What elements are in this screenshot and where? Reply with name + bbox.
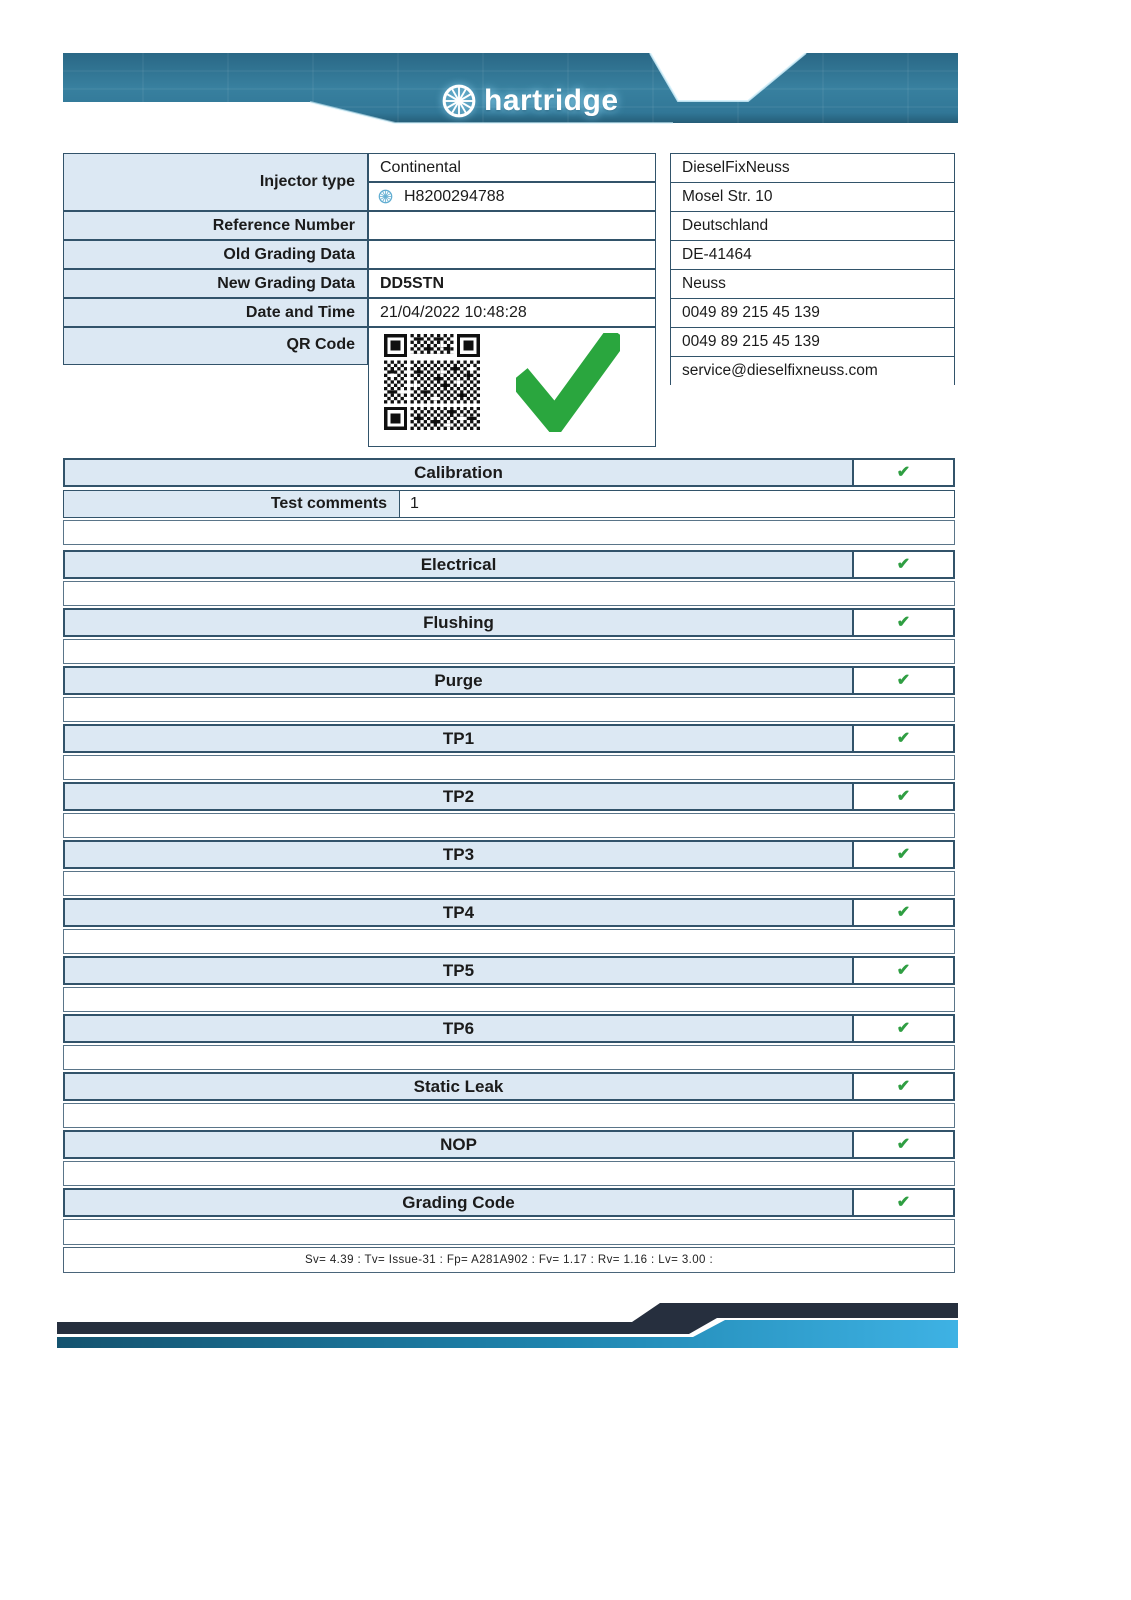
injector-info-table — [63, 153, 656, 447]
check-icon: ✔ — [896, 845, 911, 863]
qr-code — [384, 334, 480, 430]
workshop-street: Mosel Str. 10 — [671, 183, 954, 212]
wheel-icon — [378, 189, 393, 204]
check-icon: ✔ — [896, 1019, 911, 1037]
check-icon: ✔ — [896, 1077, 911, 1095]
old-grading-value — [368, 240, 656, 269]
section-nop — [63, 1130, 955, 1159]
spacer-row — [63, 520, 955, 545]
section-title: TP2 — [65, 784, 854, 809]
workshop-postcode: DE-41464 — [671, 241, 954, 270]
workshop-city: Neuss — [671, 270, 954, 299]
check-icon: ✔ — [896, 729, 911, 747]
check-icon: ✔ — [896, 961, 911, 979]
spacer-row — [63, 639, 955, 664]
spacer-row — [63, 987, 955, 1012]
check-icon: ✔ — [896, 1135, 911, 1153]
check-icon: ✔ — [896, 463, 911, 481]
section-title: TP5 — [65, 958, 854, 983]
check-icon: ✔ — [896, 613, 911, 631]
section-title: Static Leak — [65, 1074, 854, 1099]
old-grading-label: Old Grading Data — [63, 240, 368, 269]
section-calibration — [63, 458, 955, 487]
section-title: NOP — [65, 1132, 854, 1157]
spacer-row — [63, 1219, 955, 1245]
pass-check-icon — [516, 333, 620, 432]
check-icon: ✔ — [896, 555, 911, 573]
section-title: TP4 — [65, 900, 854, 925]
spacer-row — [63, 755, 955, 780]
injector-type-value-2: H8200294788 — [404, 188, 505, 205]
section-title: TP6 — [65, 1016, 854, 1041]
workshop-name: DieselFixNeuss — [671, 154, 954, 183]
spacer-row — [63, 1045, 955, 1070]
workshop-phone-2: 0049 89 215 45 139 — [671, 328, 954, 357]
hartridge-logo — [441, 82, 619, 120]
spacer-row — [63, 813, 955, 838]
spacer-row — [63, 871, 955, 896]
injector-type-value-1: Continental — [368, 153, 656, 182]
section-title: Grading Code — [65, 1190, 854, 1215]
section-tp3 — [63, 840, 955, 869]
workshop-email: service@dieselfixneuss.com — [671, 357, 954, 386]
section-purge — [63, 666, 955, 695]
section-title: Calibration — [65, 460, 854, 485]
spacer-row — [63, 929, 955, 954]
new-grading-value: DD5STN — [368, 269, 656, 298]
workshop-country: Deutschland — [671, 212, 954, 241]
logo-text: hartridge — [484, 84, 619, 117]
check-icon: ✔ — [896, 671, 911, 689]
spacer-row — [63, 1161, 955, 1186]
spacer-row — [63, 1103, 955, 1128]
test-comments-row — [63, 490, 955, 518]
spacer-row — [63, 697, 955, 722]
test-comments-value: 1 — [410, 495, 419, 512]
section-title: Flushing — [65, 610, 854, 635]
date-time-label: Date and Time — [63, 298, 368, 327]
reference-number-value — [368, 211, 656, 240]
section-tp5 — [63, 956, 955, 985]
section-title: Purge — [65, 668, 854, 693]
workshop-address-table — [670, 153, 955, 385]
section-title: TP3 — [65, 842, 854, 867]
check-icon: ✔ — [896, 903, 911, 921]
qr-code-cell — [368, 327, 656, 447]
qr-code-label: QR Code — [63, 327, 368, 365]
reference-number-label: Reference Number — [63, 211, 368, 240]
section-title: TP1 — [65, 726, 854, 751]
wheel-icon — [441, 83, 477, 119]
new-grading-label: New Grading Data — [63, 269, 368, 298]
bottom-banner — [57, 1298, 958, 1350]
section-tp1 — [63, 724, 955, 753]
section-tp6 — [63, 1014, 955, 1043]
injector-type-label: Injector type — [63, 153, 368, 211]
section-tp4 — [63, 898, 955, 927]
section-title: Electrical — [65, 552, 854, 577]
date-time-value: 21/04/2022 10:48:28 — [368, 298, 656, 327]
section-tp2 — [63, 782, 955, 811]
check-icon: ✔ — [896, 787, 911, 805]
spacer-row — [63, 581, 955, 606]
section-static-leak — [63, 1072, 955, 1101]
footer-system-info: Sv= 4.39 : Tv= Issue-31 : Fp= A281A902 : Fv= 1.17 : Rv= 1.16 : Lv= 3.00 : — [63, 1247, 955, 1273]
section-grading-code — [63, 1188, 955, 1217]
section-flushing — [63, 608, 955, 637]
test-comments-label: Test comments — [64, 491, 400, 517]
section-electrical — [63, 550, 955, 579]
check-icon: ✔ — [896, 1193, 911, 1211]
workshop-phone-1: 0049 89 215 45 139 — [671, 299, 954, 328]
